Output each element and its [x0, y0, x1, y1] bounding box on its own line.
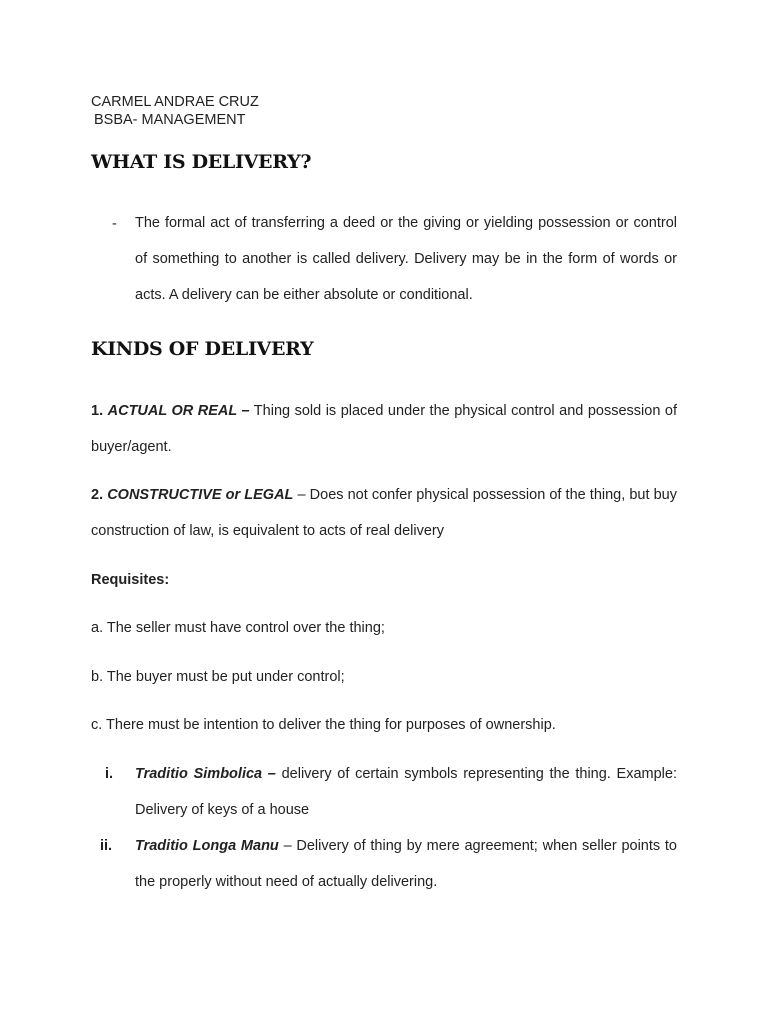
definition-paragraph: The formal act of transferring a deed or the giving or yielding possession or control of something to another is called delivery. Delivery may be in the form of words or acts. A delivery can be either absolute or conditional. — [135, 215, 677, 303]
traditio-description: – Delivery of thing by mere agreement; when seller points to the properly without need of actually delivering. — [135, 838, 677, 890]
kind-description: Thing sold is placed under the physical control and possession of buyer/agent. — [91, 403, 678, 455]
kind-item-constructive — [91, 477, 677, 549]
roman-numeral: i. — [105, 766, 114, 782]
traditio-term: Traditio Simbolica – — [135, 766, 276, 782]
traditio-description: delivery of certain symbols representing the thing. Example: Delivery of keys of a house — [135, 766, 677, 818]
bullet-dash: - — [112, 216, 117, 232]
kind-term: ACTUAL OR REAL – — [107, 403, 250, 419]
kind-number: 1. — [91, 403, 104, 419]
requisite-item: a. The seller must have control over the thing; — [91, 620, 385, 636]
requisite-item: c. There must be intention to deliver the thing for purposes of ownership. — [91, 717, 556, 733]
traditio-item-longa-manu — [135, 828, 677, 900]
traditio-item-simbolica — [135, 756, 677, 828]
kind-number: 2. — [91, 487, 104, 503]
heading-kinds-of-delivery: KINDS OF DELIVERY — [91, 338, 314, 360]
kind-term: CONSTRUCTIVE or LEGAL — [107, 487, 294, 503]
traditio-term: Traditio Longa Manu — [135, 838, 279, 854]
roman-numeral: ii. — [100, 838, 113, 854]
heading-what-is-delivery: WHAT IS DELIVERY? — [91, 151, 312, 173]
kind-description: – Does not confer physical possession of the thing, but buy construction of law, is equivalent to acts of real delivery — [91, 487, 677, 539]
requisites-title: Requisites: — [91, 572, 170, 588]
author-name: CARMEL ANDRAE CRUZ — [91, 94, 259, 110]
kind-item-actual — [91, 393, 677, 465]
requisite-item: b. The buyer must be put under control; — [91, 669, 345, 685]
program-name: BSBA- MANAGEMENT — [94, 112, 246, 128]
